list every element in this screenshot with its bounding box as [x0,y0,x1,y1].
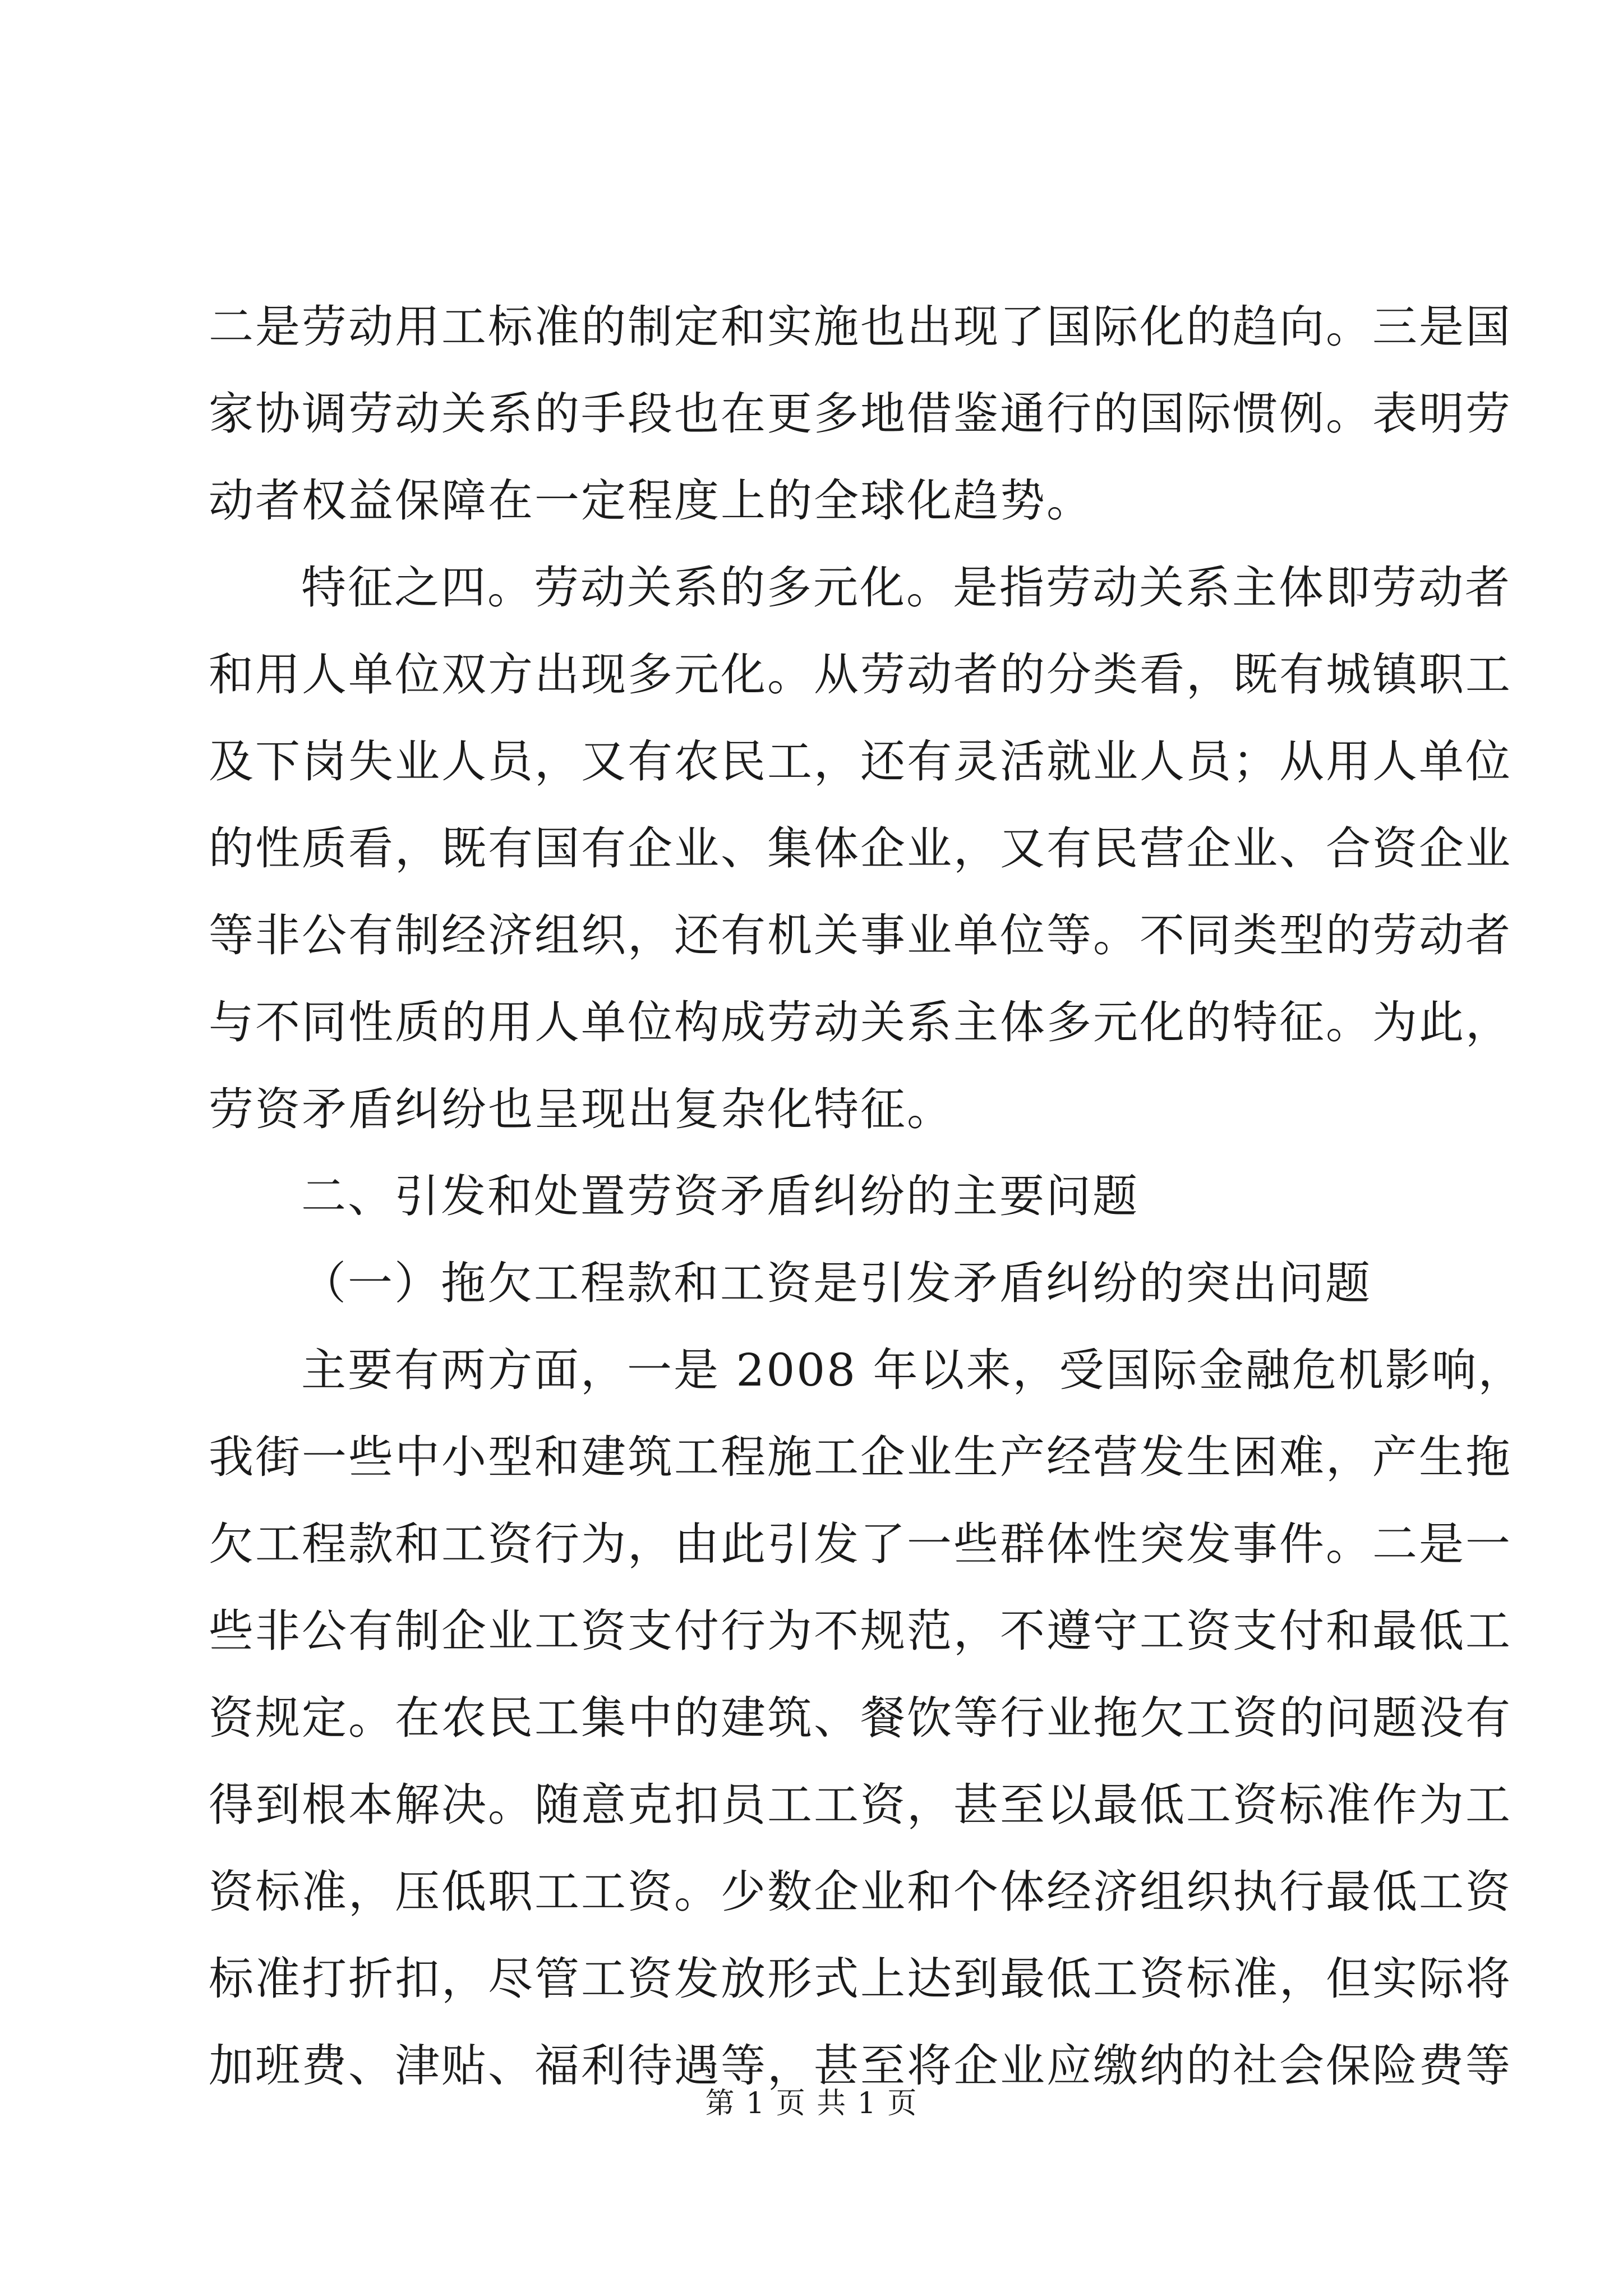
paragraph-first-line: 特征之四。劳动关系的多元化。是指劳动关系主体即劳动者 [301,562,1511,614]
text-line: 劳资矛盾纠纷也呈现出复杂化特征。 [209,1083,953,1135]
text-line: 加班费、津贴、福利待遇等，甚至将企业应缴纳的社会保险费等 [209,2040,1512,2092]
subsection-heading: （一）拖欠工程款和工资是引发矛盾纠纷的突出问题 [301,1257,1372,1309]
text-line: 等非公有制经济组织，还有机关事业单位等。不同类型的劳动者 [209,909,1512,961]
text-line: 资规定。在农民工集中的建筑、餐饮等行业拖欠工资的问题没有 [209,1692,1512,1744]
text-line: 我街一些中小型和建筑工程施工企业生产经营发生困难，产生拖 [209,1431,1512,1483]
paragraph-first-line: 主要有两方面，一是 2008 年以来，受国际金融危机影响， [301,1344,1525,1396]
text-line: 与不同性质的用人单位构成劳动关系主体多元化的特征。为此， [209,996,1512,1048]
text-line: 标准打折扣，尽管工资发放形式上达到最低工资标准，但实际将 [209,1953,1512,2005]
page-number: 第 1 页 共 1 页 [705,2087,918,2120]
text-line: 的性质看，既有国有企业、集体企业，又有民营企业、合资企业 [209,822,1512,875]
text-line: 动者权益保障在一定程度上的全球化趋势。 [209,475,1093,527]
page-footer [0,2084,1623,2123]
text-line: 及下岗失业人员，又有农民工，还有灵活就业人员；从用人单位 [209,735,1512,788]
text-line: 得到根本解决。随意克扣员工工资，甚至以最低工资标准作为工 [209,1779,1512,1831]
text-line: 和用人单位双方出现多元化。从劳动者的分类看，既有城镇职工 [209,648,1512,701]
text-line: 些非公有制企业工资支付行为不规范，不遵守工资支付和最低工 [209,1605,1512,1657]
section-heading: 二、引发和处置劳资矛盾纠纷的主要问题 [301,1170,1139,1222]
text-line: 欠工程款和工资行为，由此引发了一些群体性突发事件。二是一 [209,1518,1512,1570]
text-line: 资标准，压低职工工资。少数企业和个体经济组织执行最低工资 [209,1866,1512,1918]
document-body [209,283,1525,2109]
text-line: 家协调劳动关系的手段也在更多地借鉴通行的国际惯例。表明劳 [209,388,1512,440]
text-line: 二是劳动用工标准的制定和实施也出现了国际化的趋向。三是国 [209,301,1512,353]
